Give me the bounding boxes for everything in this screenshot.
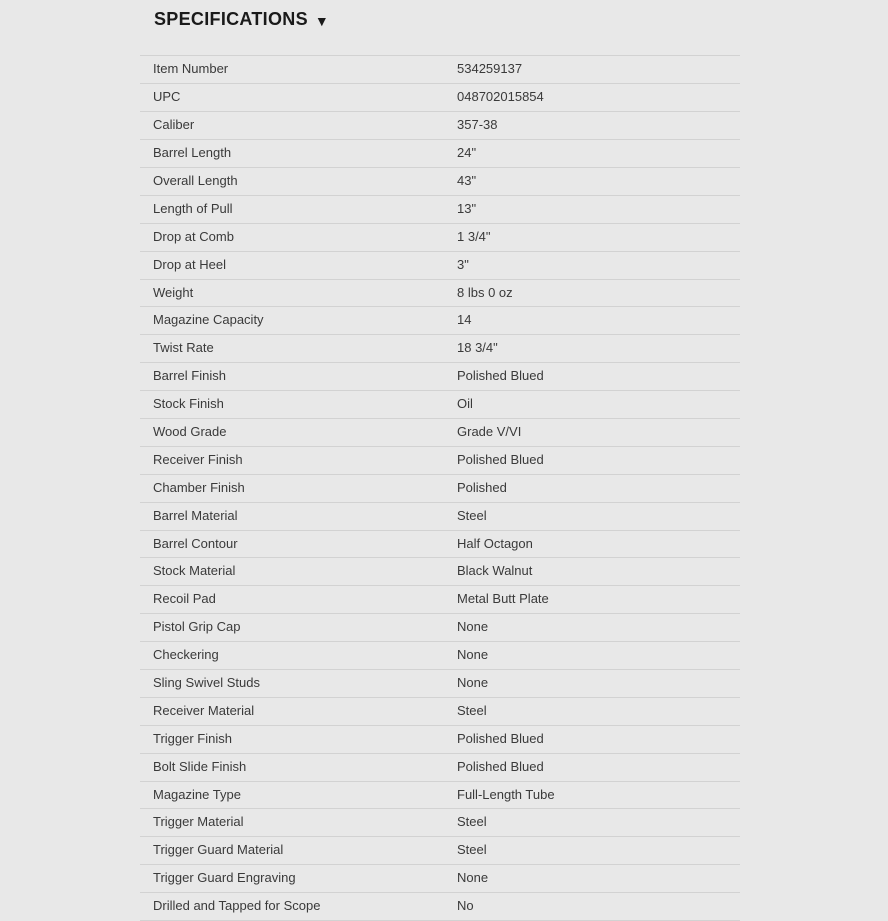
spec-label: Stock Material (153, 563, 236, 579)
spec-value: Polished Blued (457, 368, 544, 384)
spec-value: Steel (457, 814, 487, 830)
table-row (140, 669, 740, 697)
table-row (140, 335, 740, 363)
spec-label: Receiver Finish (153, 451, 243, 467)
table-row (140, 418, 740, 446)
spec-value: 43" (457, 172, 477, 188)
spec-value: Metal Butt Plate (457, 591, 549, 607)
table-row (140, 781, 740, 809)
chevron-down-icon[interactable]: ▼ (314, 12, 330, 29)
spec-label: Pistol Grip Cap (153, 619, 241, 635)
spec-label: Barrel Material (153, 507, 238, 523)
spec-value: Polished Blued (457, 451, 544, 467)
spec-label: UPC (153, 89, 181, 105)
table-row (140, 223, 740, 251)
table-row (140, 865, 740, 893)
spec-label: Bolt Slide Finish (153, 758, 247, 774)
spec-value: Polished Blued (457, 758, 544, 774)
specifications-table (140, 55, 740, 921)
spec-value: 357-38 (457, 117, 498, 133)
spec-value: Black Walnut (457, 563, 533, 579)
spec-value: Half Octagon (457, 535, 533, 551)
table-row (140, 279, 740, 307)
table-row (140, 697, 740, 725)
spec-label: Overall Length (153, 172, 238, 188)
spec-value: 1 3/4" (457, 228, 491, 244)
table-row (140, 558, 740, 586)
spec-label: Wood Grade (153, 423, 227, 439)
spec-value: Polished Blued (457, 730, 544, 746)
spec-label: Trigger Guard Engraving (153, 870, 296, 886)
spec-label: Stock Finish (153, 396, 224, 412)
spec-value: No (457, 898, 474, 914)
table-row (140, 502, 740, 530)
spec-label: Barrel Length (153, 145, 232, 161)
spec-label: Recoil Pad (153, 591, 216, 607)
spec-label: Drop at Heel (153, 256, 226, 272)
spec-value: Full-Length Tube (457, 786, 555, 802)
spec-label: Checkering (153, 647, 219, 663)
spec-value: Steel (457, 842, 487, 858)
table-row (140, 84, 740, 112)
table-row (140, 725, 740, 753)
table-row (140, 167, 740, 195)
specifications-panel (140, 0, 760, 921)
spec-value: 3" (457, 256, 469, 272)
spec-value: None (457, 674, 489, 690)
table-row (140, 474, 740, 502)
table-row (140, 195, 740, 223)
table-row (140, 56, 740, 84)
page-title: SPECIFICATIONS (154, 9, 308, 29)
spec-label: Barrel Finish (153, 368, 226, 384)
spec-label: Weight (153, 284, 194, 300)
spec-label: Length of Pull (153, 200, 233, 216)
spec-value: Steel (457, 702, 487, 718)
spec-label: Sling Swivel Studs (153, 674, 260, 690)
spec-value: 14 (457, 312, 472, 328)
table-row (140, 753, 740, 781)
spec-value: Steel (457, 507, 487, 523)
specifications-table-body (140, 56, 740, 921)
spec-label: Item Number (153, 61, 229, 77)
table-row (140, 363, 740, 391)
spec-label: Magazine Capacity (153, 312, 264, 328)
table-row (140, 893, 740, 921)
spec-value: 048702015854 (457, 89, 544, 105)
spec-label: Trigger Finish (153, 730, 232, 746)
spec-value: 13" (457, 200, 477, 216)
spec-label: Drop at Comb (153, 228, 234, 244)
spec-label: Receiver Material (153, 702, 255, 718)
spec-label: Magazine Type (153, 786, 241, 802)
spec-value: None (457, 870, 489, 886)
spec-label: Twist Rate (153, 340, 214, 356)
spec-value: 534259137 (457, 61, 523, 77)
spec-label: Chamber Finish (153, 479, 245, 495)
table-row (140, 530, 740, 558)
spec-value: Oil (457, 396, 473, 412)
spec-label: Caliber (153, 117, 195, 133)
spec-value: 8 lbs 0 oz (457, 284, 513, 300)
spec-value: 24" (457, 145, 477, 161)
spec-label: Drilled and Tapped for Scope (153, 898, 321, 914)
table-row (140, 809, 740, 837)
spec-value: None (457, 647, 489, 663)
table-row (140, 251, 740, 279)
spec-value: Grade V/VI (457, 423, 522, 439)
spec-label: Trigger Material (153, 814, 244, 830)
table-row (140, 307, 740, 335)
table-row (140, 112, 740, 140)
table-row (140, 837, 740, 865)
table-row (140, 586, 740, 614)
spec-value: Polished (457, 479, 507, 495)
specifications-header[interactable] (140, 0, 760, 31)
table-row (140, 140, 740, 168)
spec-value: 18 3/4" (457, 340, 498, 356)
spec-label: Trigger Guard Material (153, 842, 284, 858)
table-row (140, 391, 740, 419)
table-row (140, 446, 740, 474)
spec-value: None (457, 619, 489, 635)
table-row (140, 642, 740, 670)
spec-label: Barrel Contour (153, 535, 238, 551)
table-row (140, 614, 740, 642)
